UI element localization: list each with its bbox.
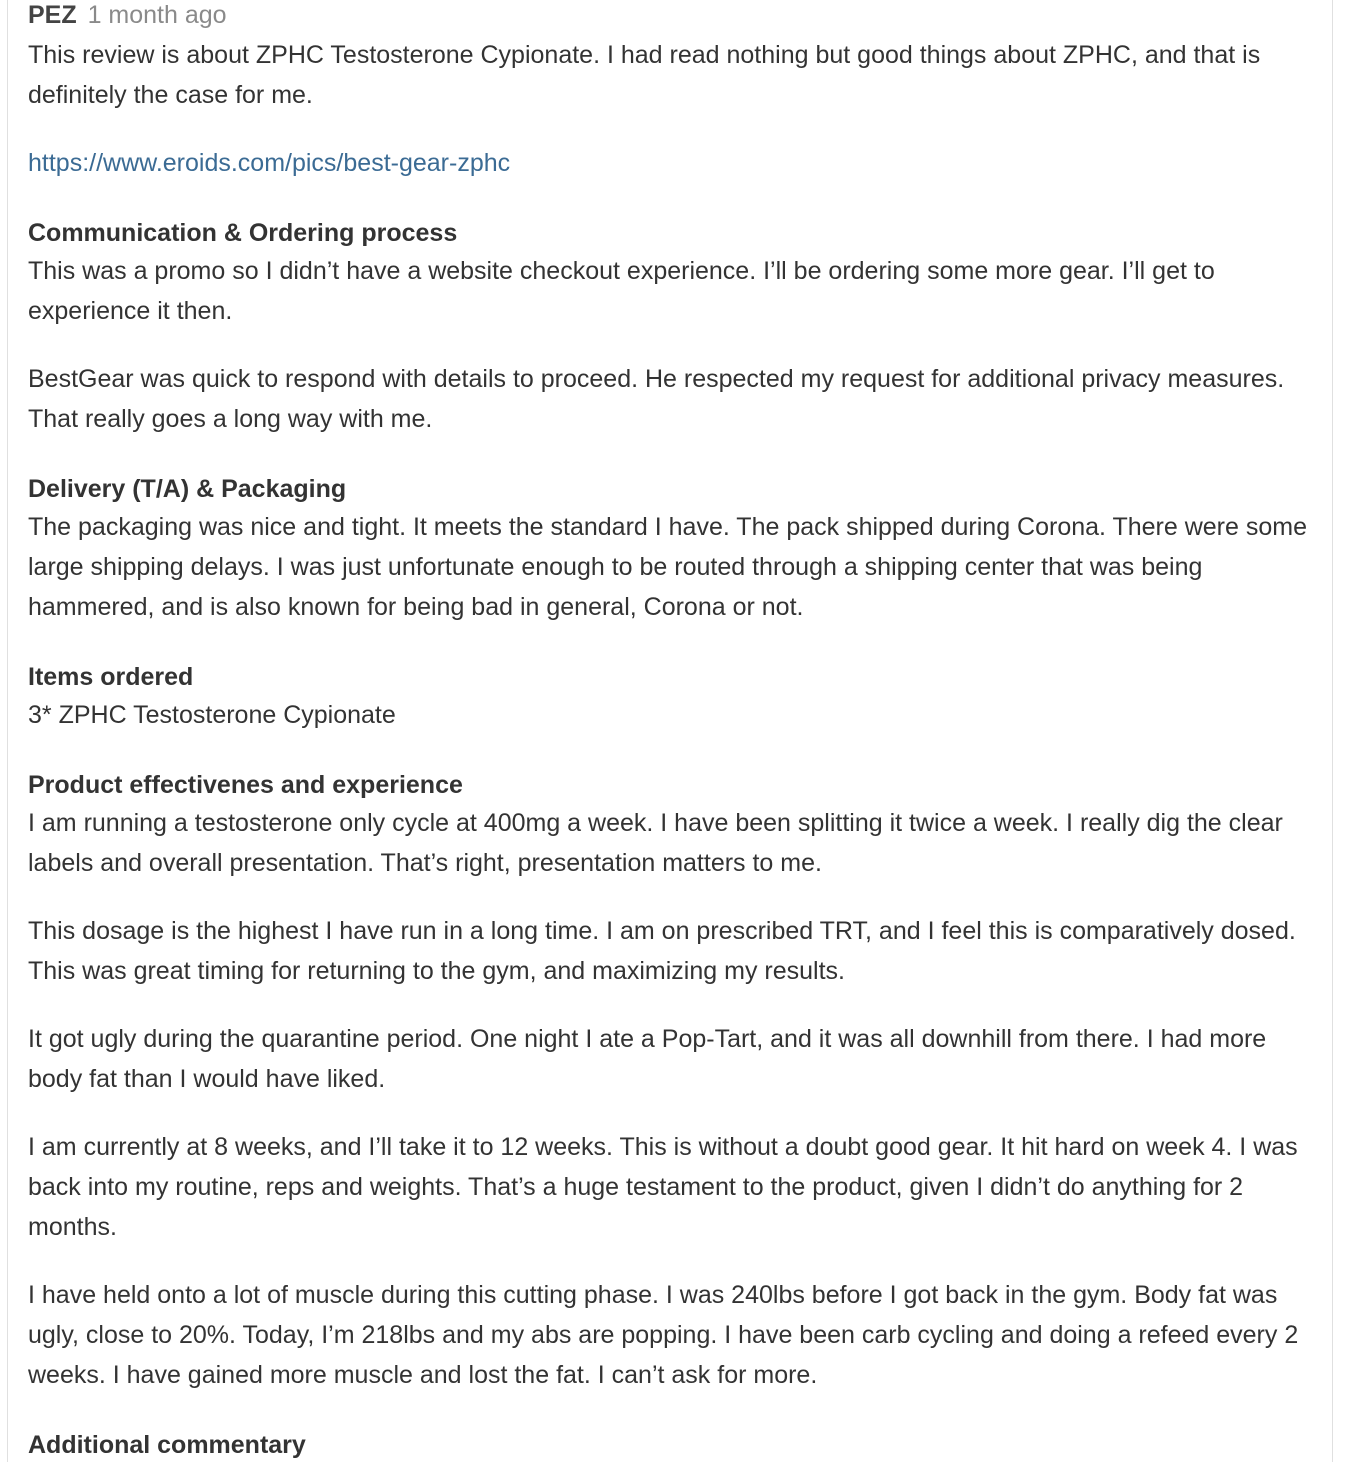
section-paragraph: The packaging was nice and tight. It meets the standard I have. The pack shipped during Corona. There were some large shipping delays. I was just unfortunate enough to be routed through a shipping center that was being hammered, and is also known for being bad in general, Corona or not.	[28, 513, 1307, 621]
comment-meta	[28, 0, 1318, 30]
section-paragraph: I have held onto a lot of muscle during this cutting phase. I was 240lbs before I got back in the gym. Body fat was ugly, close to 20%. Today, I’m 218lbs and my abs are popping. I have been carb cycling and doing a refeed every 2 weeks. I have gained more muscle and lost the fat. I can’t ask for more.	[28, 1281, 1299, 1389]
section-paragraph: It got ugly during the quarantine period. One night I ate a Pop-Tart, and it was all downhill from there. I had more body fat than I would have liked.	[28, 1025, 1267, 1093]
review-intro: This review is about ZPHC Testosterone Cypionate. I had read nothing but good things about ZPHC, and that is definitely the case for me.	[28, 41, 1261, 109]
author-name[interactable]: PEZ	[28, 1, 77, 29]
section-heading-effectiveness: Product effectivenes and experience	[28, 771, 463, 799]
section-paragraph: This was a promo so I didn’t have a website checkout experience. I’ll be ordering some more gear. I’ll get to experience it then.	[28, 257, 1215, 325]
section-heading-additional: Additional commentary	[28, 1431, 306, 1459]
section-heading-communication: Communication & Ordering process	[28, 219, 458, 247]
section-paragraph: I am running a testosterone only cycle at 400mg a week. I have been splitting it twice a week. I really dig the clear labels and overall presentation. That’s right, presentation matters to me.	[28, 809, 1283, 877]
section-heading-delivery: Delivery (T/A) & Packaging	[28, 475, 347, 503]
comment-timestamp[interactable]: 1 month ago	[87, 1, 227, 29]
section-paragraph: BestGear was quick to respond with details to proceed. He respected my request for additional privacy measures. That really goes a long way with me.	[28, 365, 1285, 433]
section-paragraph: I am currently at 8 weeks, and I’ll take it to 12 weeks. This is without a doubt good gear. It hit hard on week 4. I was back into my routine, reps and weights. That’s a huge testament to the product, given I didn’t do anything for 2 months.	[28, 1133, 1298, 1241]
gallery-link[interactable]: https://www.eroids.com/pics/best-gear-zphc	[28, 149, 511, 177]
section-paragraph: 3* ZPHC Testosterone Cypionate	[28, 701, 396, 729]
section-heading-items: Items ordered	[28, 663, 194, 691]
comment-body	[28, 0, 1318, 1465]
section-paragraph: This dosage is the highest I have run in a long time. I am on prescribed TRT, and I feel this is comparatively dosed. This was great timing for returning to the gym, and maximizing my results.	[28, 917, 1296, 985]
